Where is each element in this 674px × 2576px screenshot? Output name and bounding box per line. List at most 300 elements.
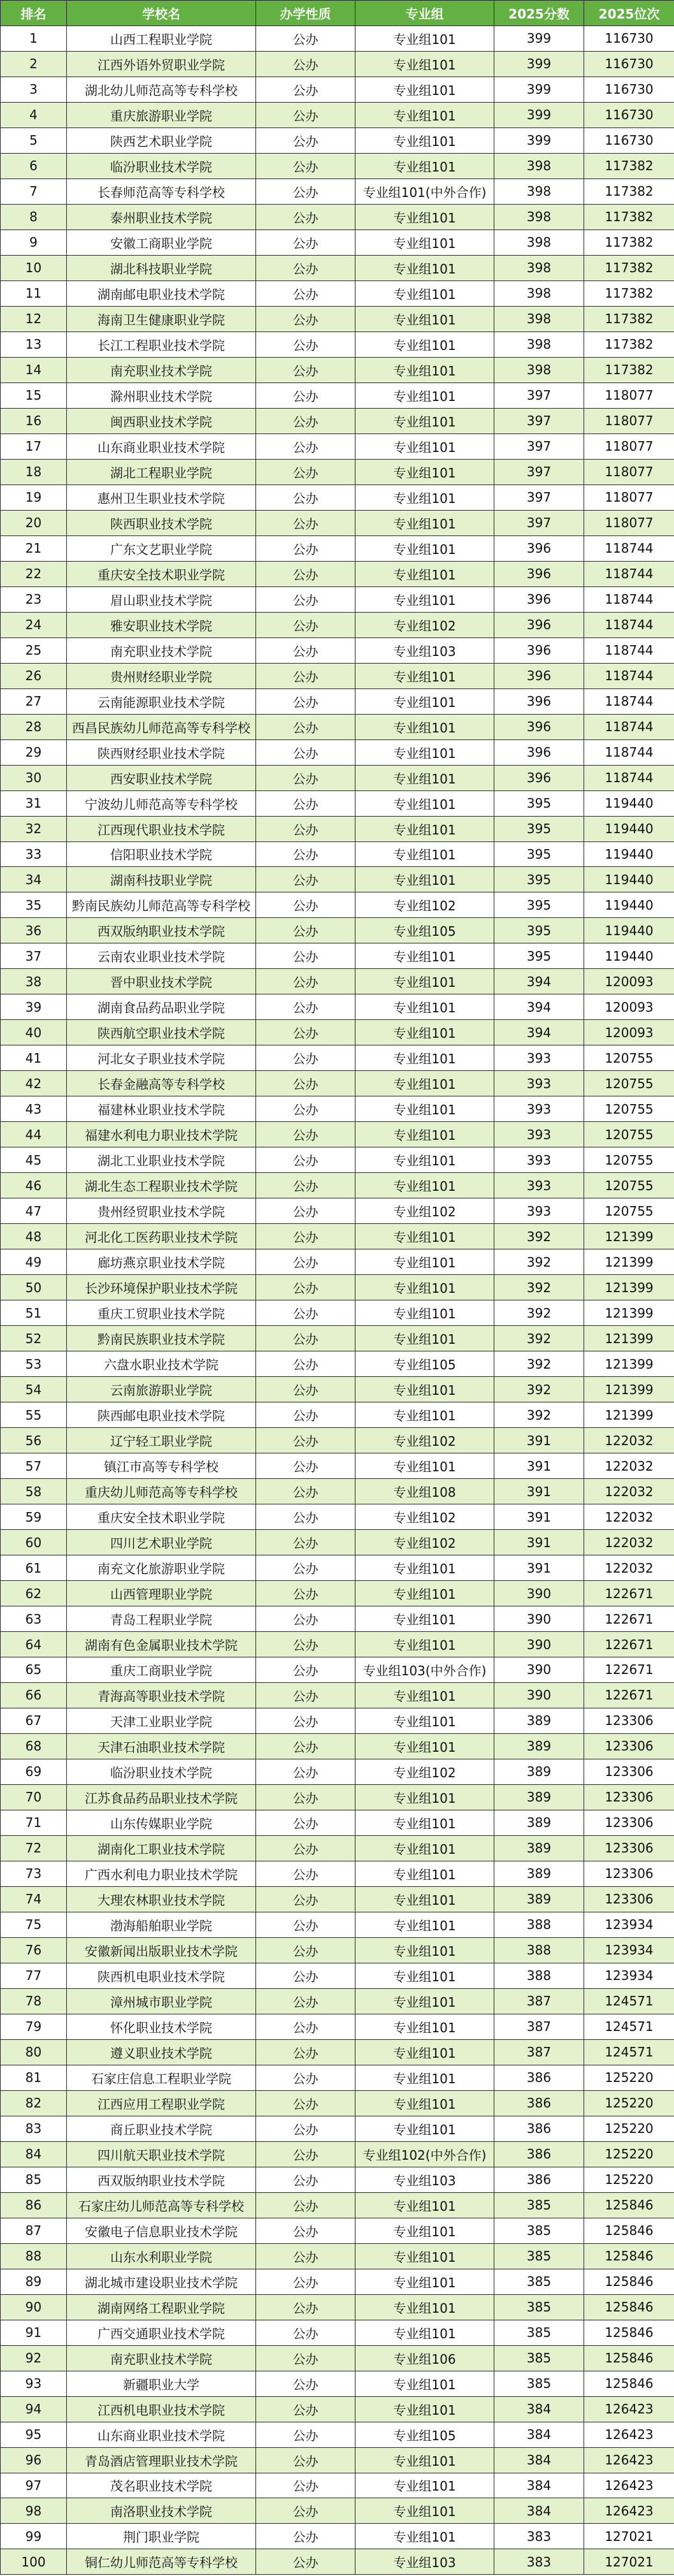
cell-major-group: 专业组101 bbox=[355, 1606, 494, 1632]
cell-major-group: 专业组101 bbox=[355, 1682, 494, 1708]
cell-rank-position: 122032 bbox=[584, 1504, 674, 1530]
cell-score: 395 bbox=[494, 790, 584, 816]
cell-rank: 26 bbox=[1, 663, 67, 688]
cell-rank: 34 bbox=[1, 867, 67, 892]
cell-school-type: 公办 bbox=[256, 1581, 355, 1606]
cell-school-name: 怀化职业技术学院 bbox=[67, 2014, 256, 2039]
cell-rank: 25 bbox=[1, 637, 67, 663]
cell-score: 392 bbox=[494, 1402, 584, 1428]
cell-school-type: 公办 bbox=[256, 1147, 355, 1173]
cell-major-group: 专业组105 bbox=[355, 2422, 494, 2447]
cell-school-name: 湖南食品药品职业学院 bbox=[67, 994, 256, 1020]
cell-school-type: 公办 bbox=[256, 1173, 355, 1198]
cell-major-group: 专业组101 bbox=[355, 2294, 494, 2320]
cell-school-name: 青岛酒店管理职业技术学院 bbox=[67, 2447, 256, 2473]
cell-rank: 4 bbox=[1, 102, 67, 127]
table-row bbox=[1, 102, 674, 127]
cell-score: 386 bbox=[494, 2065, 584, 2090]
cell-school-name: 安徽电子信息职业技术学院 bbox=[67, 2218, 256, 2243]
cell-rank: 38 bbox=[1, 969, 67, 994]
cell-rank-position: 120755 bbox=[584, 1045, 674, 1071]
cell-rank: 72 bbox=[1, 1835, 67, 1861]
cell-school-type: 公办 bbox=[256, 51, 355, 76]
cell-school-name: 陕西艺术职业学院 bbox=[67, 127, 256, 153]
cell-major-group: 专业组101 bbox=[355, 153, 494, 178]
cell-score: 396 bbox=[494, 663, 584, 688]
table-row bbox=[1, 1198, 674, 1224]
cell-score: 391 bbox=[494, 1504, 584, 1530]
cell-rank-position: 119440 bbox=[584, 892, 674, 918]
cell-major-group: 专业组105 bbox=[355, 918, 494, 943]
table-row bbox=[1, 637, 674, 663]
cell-major-group: 专业组101 bbox=[355, 459, 494, 484]
cell-rank: 78 bbox=[1, 1988, 67, 2014]
cell-school-type: 公办 bbox=[256, 1988, 355, 2014]
cell-school-name: 海南卫生健康职业学院 bbox=[67, 306, 256, 331]
header-score-2025: 2025分数 bbox=[494, 1, 584, 26]
cell-rank: 45 bbox=[1, 1147, 67, 1173]
table-row bbox=[1, 229, 674, 255]
header-rank: 排名 bbox=[1, 1, 67, 26]
cell-rank-position: 118744 bbox=[584, 535, 674, 561]
cell-rank-position: 118744 bbox=[584, 561, 674, 586]
cell-school-type: 公办 bbox=[256, 2524, 355, 2549]
cell-school-name: 南充职业技术学院 bbox=[67, 357, 256, 382]
table-row bbox=[1, 1326, 674, 1351]
cell-school-type: 公办 bbox=[256, 2371, 355, 2396]
cell-rank-position: 121399 bbox=[584, 1377, 674, 1402]
cell-school-name: 湖北工业职业技术学院 bbox=[67, 1147, 256, 1173]
cell-score: 396 bbox=[494, 714, 584, 739]
cell-rank-position: 116730 bbox=[584, 76, 674, 102]
cell-major-group: 专业组101 bbox=[355, 2473, 494, 2498]
cell-major-group: 专业组101 bbox=[355, 1020, 494, 1045]
cell-major-group: 专业组103(中外合作) bbox=[355, 1657, 494, 1683]
cell-school-name: 茂名职业技术学院 bbox=[67, 2473, 256, 2498]
cell-rank-position: 126423 bbox=[584, 2447, 674, 2473]
cell-school-name: 贵州经贸职业技术学院 bbox=[67, 1198, 256, 1224]
cell-major-group: 专业组101 bbox=[355, 1963, 494, 1988]
cell-rank-position: 117382 bbox=[584, 306, 674, 331]
cell-rank-position: 125846 bbox=[584, 2345, 674, 2371]
cell-school-name: 荆门职业学院 bbox=[67, 2524, 256, 2549]
cell-school-type: 公办 bbox=[256, 1937, 355, 1963]
cell-score: 384 bbox=[494, 2396, 584, 2422]
table-row bbox=[1, 1351, 674, 1377]
cell-rank-position: 122032 bbox=[584, 1479, 674, 1504]
cell-rank: 28 bbox=[1, 714, 67, 739]
cell-school-type: 公办 bbox=[256, 1886, 355, 1912]
cell-score: 393 bbox=[494, 1173, 584, 1198]
cell-score: 398 bbox=[494, 255, 584, 280]
cell-school-type: 公办 bbox=[256, 484, 355, 510]
cell-rank: 41 bbox=[1, 1045, 67, 1071]
cell-rank: 15 bbox=[1, 382, 67, 408]
cell-school-name: 河北女子职业技术学院 bbox=[67, 1045, 256, 1071]
cell-rank: 55 bbox=[1, 1402, 67, 1428]
cell-score: 389 bbox=[494, 1835, 584, 1861]
cell-school-type: 公办 bbox=[256, 1835, 355, 1861]
cell-rank-position: 123934 bbox=[584, 1912, 674, 1937]
cell-school-name: 安徽新闻出版职业技术学院 bbox=[67, 1937, 256, 1963]
cell-rank: 88 bbox=[1, 2243, 67, 2269]
cell-rank: 69 bbox=[1, 1759, 67, 1784]
cell-major-group: 专业组106 bbox=[355, 2345, 494, 2371]
cell-score: 399 bbox=[494, 51, 584, 76]
cell-rank-position: 123306 bbox=[584, 1886, 674, 1912]
cell-major-group: 专业组101 bbox=[355, 969, 494, 994]
cell-major-group: 专业组102 bbox=[355, 892, 494, 918]
cell-score: 394 bbox=[494, 1020, 584, 1045]
cell-major-group: 专业组101 bbox=[355, 765, 494, 790]
cell-school-type: 公办 bbox=[256, 1632, 355, 1657]
cell-score: 384 bbox=[494, 2473, 584, 2498]
cell-rank-position: 123934 bbox=[584, 1937, 674, 1963]
cell-rank-position: 121399 bbox=[584, 1275, 674, 1300]
cell-school-name: 江西应用工程职业学院 bbox=[67, 2090, 256, 2116]
cell-school-name: 宁波幼儿师范高等专科学校 bbox=[67, 790, 256, 816]
cell-school-type: 公办 bbox=[256, 1912, 355, 1937]
cell-school-type: 公办 bbox=[256, 2090, 355, 2116]
cell-school-name: 湖北城市建设职业技术学院 bbox=[67, 2269, 256, 2294]
cell-score: 390 bbox=[494, 1657, 584, 1683]
cell-score: 390 bbox=[494, 1632, 584, 1657]
cell-school-type: 公办 bbox=[256, 1377, 355, 1402]
cell-major-group: 专业组101 bbox=[355, 2218, 494, 2243]
cell-school-name: 临汾职业技术学院 bbox=[67, 1759, 256, 1784]
cell-school-name: 天津工业职业学院 bbox=[67, 1708, 256, 1733]
table-row bbox=[1, 1020, 674, 1045]
cell-major-group: 专业组101 bbox=[355, 1632, 494, 1657]
cell-score: 395 bbox=[494, 892, 584, 918]
cell-score: 392 bbox=[494, 1351, 584, 1377]
cell-school-name: 天津石油职业技术学院 bbox=[67, 1733, 256, 1759]
cell-rank-position: 125846 bbox=[584, 2371, 674, 2396]
cell-major-group: 专业组101 bbox=[355, 535, 494, 561]
cell-major-group: 专业组101 bbox=[355, 51, 494, 76]
cell-major-group: 专业组101 bbox=[355, 306, 494, 331]
cell-school-type: 公办 bbox=[256, 1224, 355, 1249]
cell-score: 388 bbox=[494, 1912, 584, 1937]
cell-score: 393 bbox=[494, 1045, 584, 1071]
cell-school-name: 西双版纳职业技术学院 bbox=[67, 2167, 256, 2192]
cell-rank-position: 123934 bbox=[584, 1963, 674, 1988]
cell-school-type: 公办 bbox=[256, 765, 355, 790]
cell-school-name: 重庆安全技术职业学院 bbox=[67, 561, 256, 586]
cell-rank-position: 127021 bbox=[584, 2524, 674, 2549]
cell-rank-position: 127021 bbox=[584, 2549, 674, 2575]
cell-score: 398 bbox=[494, 204, 584, 229]
cell-rank: 71 bbox=[1, 1810, 67, 1835]
table-row bbox=[1, 2549, 674, 2575]
table-row bbox=[1, 2498, 674, 2524]
cell-rank-position: 119440 bbox=[584, 918, 674, 943]
cell-major-group: 专业组101 bbox=[355, 2039, 494, 2065]
table-row bbox=[1, 255, 674, 280]
cell-school-type: 公办 bbox=[256, 1351, 355, 1377]
cell-rank: 12 bbox=[1, 306, 67, 331]
table-header bbox=[1, 1, 674, 26]
cell-school-name: 雅安职业技术学院 bbox=[67, 612, 256, 637]
table-row bbox=[1, 969, 674, 994]
table-row bbox=[1, 1632, 674, 1657]
cell-rank: 81 bbox=[1, 2065, 67, 2090]
cell-major-group: 专业组101 bbox=[355, 357, 494, 382]
table-row bbox=[1, 2192, 674, 2218]
cell-school-name: 湖南有色金属职业技术学院 bbox=[67, 1632, 256, 1657]
cell-major-group: 专业组101 bbox=[355, 1835, 494, 1861]
table-row bbox=[1, 204, 674, 229]
cell-rank-position: 121399 bbox=[584, 1351, 674, 1377]
cell-score: 385 bbox=[494, 2294, 584, 2320]
table-row bbox=[1, 1784, 674, 1810]
table-row bbox=[1, 994, 674, 1020]
cell-score: 397 bbox=[494, 408, 584, 433]
cell-score: 389 bbox=[494, 1784, 584, 1810]
cell-rank: 2 bbox=[1, 51, 67, 76]
cell-rank-position: 124571 bbox=[584, 2014, 674, 2039]
cell-major-group: 专业组101 bbox=[355, 586, 494, 612]
table-row bbox=[1, 1402, 674, 1428]
table-row bbox=[1, 1377, 674, 1402]
cell-rank-position: 123306 bbox=[584, 1708, 674, 1733]
cell-major-group: 专业组101 bbox=[355, 1784, 494, 1810]
cell-score: 399 bbox=[494, 127, 584, 153]
header-school-type: 办学性质 bbox=[256, 1, 355, 26]
cell-school-type: 公办 bbox=[256, 1122, 355, 1147]
cell-rank: 84 bbox=[1, 2141, 67, 2167]
cell-major-group: 专业组101 bbox=[355, 1581, 494, 1606]
cell-score: 393 bbox=[494, 1122, 584, 1147]
table-row bbox=[1, 1835, 674, 1861]
cell-major-group: 专业组102 bbox=[355, 1504, 494, 1530]
cell-rank: 51 bbox=[1, 1300, 67, 1326]
cell-school-type: 公办 bbox=[256, 2320, 355, 2345]
cell-score: 395 bbox=[494, 943, 584, 969]
cell-school-name: 石家庄幼儿师范高等专科学校 bbox=[67, 2192, 256, 2218]
table-row bbox=[1, 586, 674, 612]
cell-score: 383 bbox=[494, 2549, 584, 2575]
table-row bbox=[1, 127, 674, 153]
cell-rank-position: 125220 bbox=[584, 2090, 674, 2116]
cell-score: 392 bbox=[494, 1275, 584, 1300]
cell-score: 395 bbox=[494, 841, 584, 867]
table-row bbox=[1, 2473, 674, 2498]
cell-rank: 37 bbox=[1, 943, 67, 969]
cell-school-name: 湖北生态工程职业技术学院 bbox=[67, 1173, 256, 1198]
cell-rank-position: 126423 bbox=[584, 2422, 674, 2447]
cell-rank: 22 bbox=[1, 561, 67, 586]
cell-score: 388 bbox=[494, 1963, 584, 1988]
cell-school-name: 南充职业技术学院 bbox=[67, 2345, 256, 2371]
table-row bbox=[1, 816, 674, 841]
cell-rank: 67 bbox=[1, 1708, 67, 1733]
cell-score: 397 bbox=[494, 433, 584, 459]
table-row bbox=[1, 1733, 674, 1759]
cell-rank-position: 120755 bbox=[584, 1147, 674, 1173]
cell-score: 393 bbox=[494, 1198, 584, 1224]
cell-rank-position: 122032 bbox=[584, 1428, 674, 1453]
cell-rank-position: 124571 bbox=[584, 1988, 674, 2014]
cell-rank: 74 bbox=[1, 1886, 67, 1912]
cell-major-group: 专业组101 bbox=[355, 1377, 494, 1402]
cell-school-name: 江苏食品药品职业技术学院 bbox=[67, 1784, 256, 1810]
cell-school-name: 广东文艺职业学院 bbox=[67, 535, 256, 561]
cell-major-group: 专业组101 bbox=[355, 841, 494, 867]
cell-rank-position: 123306 bbox=[584, 1861, 674, 1886]
cell-score: 393 bbox=[494, 1071, 584, 1096]
cell-rank-position: 125220 bbox=[584, 2065, 674, 2090]
cell-school-name: 长春师范高等专科学校 bbox=[67, 178, 256, 204]
cell-major-group: 专业组101 bbox=[355, 280, 494, 306]
table-row bbox=[1, 331, 674, 357]
cell-score: 388 bbox=[494, 1937, 584, 1963]
cell-rank: 32 bbox=[1, 816, 67, 841]
table-row bbox=[1, 1071, 674, 1096]
cell-major-group: 专业组101 bbox=[355, 2396, 494, 2422]
cell-score: 397 bbox=[494, 382, 584, 408]
cell-rank: 30 bbox=[1, 765, 67, 790]
cell-major-group: 专业组101 bbox=[355, 2243, 494, 2269]
cell-rank: 96 bbox=[1, 2447, 67, 2473]
cell-major-group: 专业组101 bbox=[355, 1733, 494, 1759]
cell-school-name: 陕西航空职业技术学院 bbox=[67, 1020, 256, 1045]
cell-rank: 11 bbox=[1, 280, 67, 306]
cell-score: 395 bbox=[494, 918, 584, 943]
cell-school-name: 湖北幼儿师范高等专科学校 bbox=[67, 76, 256, 102]
cell-score: 398 bbox=[494, 229, 584, 255]
cell-major-group: 专业组101 bbox=[355, 1275, 494, 1300]
cell-score: 390 bbox=[494, 1606, 584, 1632]
cell-rank: 86 bbox=[1, 2192, 67, 2218]
table-row bbox=[1, 2320, 674, 2345]
cell-major-group: 专业组101 bbox=[355, 1249, 494, 1275]
cell-school-type: 公办 bbox=[256, 102, 355, 127]
cell-major-group: 专业组101 bbox=[355, 2269, 494, 2294]
cell-major-group: 专业组101 bbox=[355, 26, 494, 52]
cell-rank: 77 bbox=[1, 1963, 67, 1988]
cell-major-group: 专业组101 bbox=[355, 102, 494, 127]
cell-rank-position: 118744 bbox=[584, 663, 674, 688]
cell-school-type: 公办 bbox=[256, 1759, 355, 1784]
cell-school-name: 渤海船舶职业学院 bbox=[67, 1912, 256, 1937]
cell-major-group: 专业组101 bbox=[355, 1173, 494, 1198]
cell-rank: 33 bbox=[1, 841, 67, 867]
table-row bbox=[1, 918, 674, 943]
table-row bbox=[1, 612, 674, 637]
cell-school-type: 公办 bbox=[256, 1326, 355, 1351]
table-row bbox=[1, 1479, 674, 1504]
table-row bbox=[1, 280, 674, 306]
header-rank-position-2025: 2025位次 bbox=[584, 1, 674, 26]
cell-school-type: 公办 bbox=[256, 841, 355, 867]
cell-major-group: 专业组101 bbox=[355, 2014, 494, 2039]
table-row bbox=[1, 867, 674, 892]
cell-school-type: 公办 bbox=[256, 2294, 355, 2320]
cell-score: 391 bbox=[494, 1530, 584, 1555]
cell-score: 395 bbox=[494, 867, 584, 892]
cell-major-group: 专业组101 bbox=[355, 663, 494, 688]
cell-school-type: 公办 bbox=[256, 1682, 355, 1708]
table-row bbox=[1, 1963, 674, 1988]
cell-school-name: 广西水利电力职业技术学院 bbox=[67, 1861, 256, 1886]
cell-rank-position: 123306 bbox=[584, 1733, 674, 1759]
table-row bbox=[1, 2065, 674, 2090]
cell-school-type: 公办 bbox=[256, 1096, 355, 1122]
cell-major-group: 专业组101 bbox=[355, 2090, 494, 2116]
cell-rank: 54 bbox=[1, 1377, 67, 1402]
cell-rank: 60 bbox=[1, 1530, 67, 1555]
cell-rank-position: 125846 bbox=[584, 2218, 674, 2243]
cell-major-group: 专业组101 bbox=[355, 561, 494, 586]
cell-school-type: 公办 bbox=[256, 535, 355, 561]
cell-rank: 87 bbox=[1, 2218, 67, 2243]
cell-rank: 43 bbox=[1, 1096, 67, 1122]
cell-school-type: 公办 bbox=[256, 1479, 355, 1504]
cell-score: 399 bbox=[494, 102, 584, 127]
cell-school-type: 公办 bbox=[256, 1275, 355, 1300]
table-row bbox=[1, 1988, 674, 2014]
cell-school-name: 漳州城市职业学院 bbox=[67, 1988, 256, 2014]
cell-school-type: 公办 bbox=[256, 1504, 355, 1530]
cell-major-group: 专业组102 bbox=[355, 1530, 494, 1555]
cell-school-name: 商丘职业技术学院 bbox=[67, 2116, 256, 2141]
cell-score: 398 bbox=[494, 178, 584, 204]
cell-score: 385 bbox=[494, 2218, 584, 2243]
table-row bbox=[1, 1606, 674, 1632]
cell-school-name: 陕西财经职业技术学院 bbox=[67, 739, 256, 765]
cell-rank: 9 bbox=[1, 229, 67, 255]
table-row bbox=[1, 76, 674, 102]
cell-school-name: 云南能源职业技术学院 bbox=[67, 688, 256, 714]
cell-score: 392 bbox=[494, 1377, 584, 1402]
cell-school-name: 山东传媒职业学院 bbox=[67, 1810, 256, 1835]
cell-rank-position: 120755 bbox=[584, 1071, 674, 1096]
cell-major-group: 专业组101 bbox=[355, 2192, 494, 2218]
cell-rank: 92 bbox=[1, 2345, 67, 2371]
cell-score: 396 bbox=[494, 637, 584, 663]
cell-rank: 29 bbox=[1, 739, 67, 765]
cell-rank-position: 121399 bbox=[584, 1300, 674, 1326]
cell-rank: 59 bbox=[1, 1504, 67, 1530]
cell-major-group: 专业组101 bbox=[355, 382, 494, 408]
table-row bbox=[1, 2090, 674, 2116]
cell-rank: 62 bbox=[1, 1581, 67, 1606]
cell-major-group: 专业组101 bbox=[355, 484, 494, 510]
cell-rank-position: 123306 bbox=[584, 1810, 674, 1835]
cell-rank: 7 bbox=[1, 178, 67, 204]
cell-school-type: 公办 bbox=[256, 1861, 355, 1886]
cell-major-group: 专业组101 bbox=[355, 1886, 494, 1912]
cell-rank: 93 bbox=[1, 2371, 67, 2396]
cell-rank-position: 125846 bbox=[584, 2192, 674, 2218]
cell-school-type: 公办 bbox=[256, 1708, 355, 1733]
cell-school-name: 云南旅游职业学院 bbox=[67, 1377, 256, 1402]
cell-score: 391 bbox=[494, 1555, 584, 1581]
cell-rank-position: 118744 bbox=[584, 739, 674, 765]
cell-school-type: 公办 bbox=[256, 1784, 355, 1810]
table-row bbox=[1, 2116, 674, 2141]
table-row bbox=[1, 943, 674, 969]
cell-school-name: 重庆安全技术职业学院 bbox=[67, 1504, 256, 1530]
table-row bbox=[1, 1708, 674, 1733]
table-row bbox=[1, 2218, 674, 2243]
cell-score: 384 bbox=[494, 2422, 584, 2447]
cell-rank: 95 bbox=[1, 2422, 67, 2447]
cell-rank: 39 bbox=[1, 994, 67, 1020]
cell-rank-position: 125846 bbox=[584, 2269, 674, 2294]
cell-school-type: 公办 bbox=[256, 280, 355, 306]
